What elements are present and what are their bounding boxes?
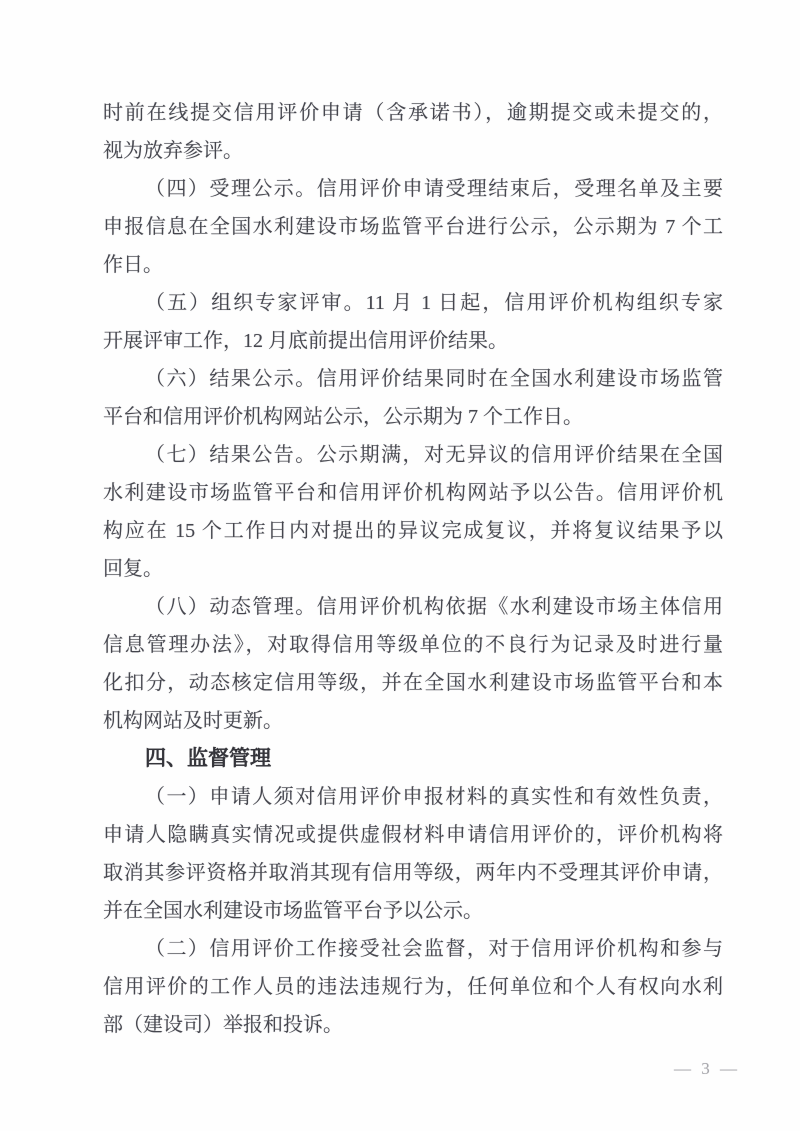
text-line: （五）组织专家评审。11 月 1 日起，信用评价机构组织专家	[145, 292, 723, 314]
page-number: — 3 —	[674, 1059, 740, 1078]
document-body	[103, 94, 723, 1044]
text-line: 平台和信用评价机构网站公示，公示期为 7 个工作日。	[103, 406, 583, 428]
text-line: 信用评价的工作人员的违法违规行为，任何单位和个人有权向水利	[103, 976, 723, 998]
text-line: 取消其参评资格并取消其现有信用等级，两年内不受理其评价申请，	[103, 862, 723, 884]
text-line: 部（建设司）举报和投诉。	[103, 1014, 343, 1036]
paragraph-item-4	[103, 170, 723, 284]
text-line: 信息管理办法》，对取得信用等级单位的不良行为记录及时进行量	[103, 634, 723, 656]
text-line: （四）受理公示。信用评价申请受理结束后，受理名单及主要	[145, 178, 723, 200]
text-line: 机构网站及时更新。	[103, 710, 283, 732]
paragraph-supervision-1	[103, 778, 723, 930]
text-line: （一）申请人须对信用评价申报材料的真实性和有效性负责，	[145, 786, 723, 808]
paragraph-item-7	[103, 436, 723, 588]
text-line: （六）结果公示。信用评价结果同时在全国水利建设市场监管	[145, 368, 723, 390]
text-line: （八）动态管理。信用评价机构依据《水利建设市场主体信用	[145, 596, 723, 618]
paragraph-continuation	[103, 94, 723, 170]
text-line: 并在全国水利建设市场监管平台予以公示。	[103, 900, 483, 922]
text-line: 水利建设市场监管平台和信用评价机构网站予以公告。信用评价机	[103, 482, 723, 504]
text-line: 开展评审工作，12 月底前提出信用评价结果。	[103, 330, 508, 352]
paragraph-supervision-2	[103, 930, 723, 1044]
text-line: 时前在线提交信用评价申请（含承诺书），逾期提交或未提交的，	[103, 102, 723, 124]
text-line: 化扣分，动态核定信用等级，并在全国水利建设市场监管平台和本	[103, 672, 723, 694]
paragraph-item-5	[103, 284, 723, 360]
text-line: 申报信息在全国水利建设市场监管平台进行公示，公示期为 7 个工	[103, 216, 723, 238]
text-line: 申请人隐瞒真实情况或提供虚假材料申请信用评价的，评价机构将	[103, 824, 723, 846]
paragraph-item-8	[103, 588, 723, 740]
text-line: 构应在 15 个工作日内对提出的异议完成复议，并将复议结果予以	[103, 520, 723, 542]
paragraph-item-6	[103, 360, 723, 436]
section-heading-supervision	[103, 740, 723, 778]
text-line: （二）信用评价工作接受社会监督，对于信用评价机构和参与	[145, 938, 723, 960]
text-line: 作日。	[103, 254, 163, 276]
text-line: 回复。	[103, 558, 163, 580]
text-line: （七）结果公告。公示期满，对无异议的信用评价结果在全国	[145, 444, 723, 466]
section-heading: 四、监督管理	[145, 747, 271, 770]
text-line: 视为放弃参评。	[103, 140, 243, 162]
